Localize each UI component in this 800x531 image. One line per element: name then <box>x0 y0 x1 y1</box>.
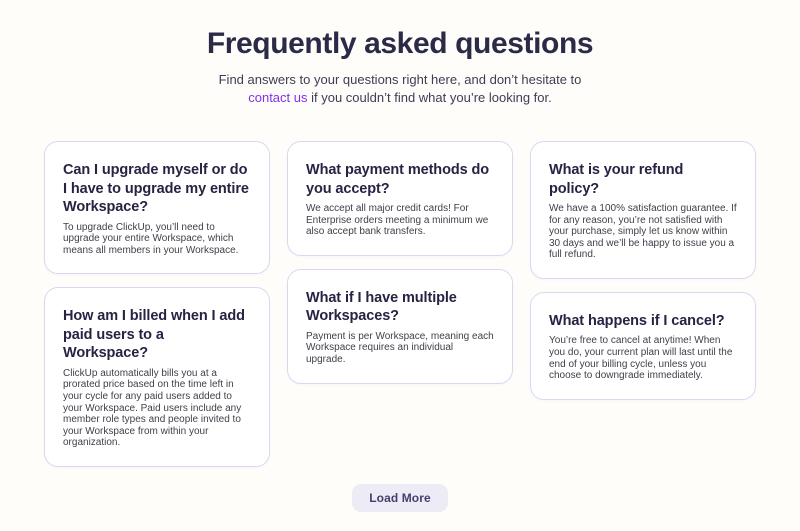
faq-answer: We have a 100% satisfaction guarantee. If for any reason, you’re not satisfied with your purchase, simply let us know within 30 days and we’ll be happy to issue you a full refund. <box>549 203 737 261</box>
faq-question: Can I upgrade myself or do I have to upgrade my entire Workspace? <box>63 162 249 215</box>
faq-header <box>0 0 800 107</box>
subtitle <box>0 71 800 107</box>
faq-answer: Payment is per Workspace, meaning each Workspace requires an individual upgrade. <box>306 330 494 365</box>
faq-question: What if I have multiple Workspaces? <box>306 289 457 325</box>
faq-answer: We accept all major credit cards! For Enterprise orders meeting a minimum we also accept bank transfers. <box>306 203 489 238</box>
contact-us-link[interactable]: contact us <box>248 90 308 105</box>
faq-question: What payment methods do you accept? <box>306 162 489 197</box>
faq-card-upgrade-workspace <box>44 141 270 274</box>
load-more-button[interactable]: Load More <box>352 484 448 512</box>
faq-column-3 <box>530 141 756 400</box>
faq-question: How am I billed when I add paid users to a Workspace? <box>63 308 245 362</box>
faq-card-billing-paid-users <box>44 287 270 467</box>
subtitle-text-2: if you couldn’t find what you’re looking for. <box>307 90 552 105</box>
faq-column-1 <box>44 141 270 467</box>
faq-question: What is your refund policy? <box>549 162 684 197</box>
faq-column-2 <box>287 141 513 384</box>
faq-answer: To upgrade ClickUp, you’ll need to upgrade your entire Workspace, which means all members in your Workspace. <box>63 221 239 256</box>
subtitle-text-1: Find answers to your questions right here, and don’t hesitate to <box>218 72 582 87</box>
faq-answer: You’re free to cancel at anytime! When you do, your current plan will last until the end of your billing cycle, unless you choose to downgrade immediately. <box>549 335 733 382</box>
faq-question: What happens if I cancel? <box>549 312 725 329</box>
faq-card-multiple-workspaces <box>287 269 513 384</box>
faq-card-refund-policy <box>530 141 756 279</box>
faq-card-payment-methods <box>287 141 513 256</box>
faq-grid <box>44 141 756 467</box>
page-title: Frequently asked questions <box>206 27 594 60</box>
faq-card-cancel <box>530 292 756 400</box>
faq-answer: ClickUp automatically bills you at a prorated price based on the time left in your cycle for any paid users added to your Workspace. Paid users include any member role types and people invited to your Workspace from within your organization. <box>63 367 242 449</box>
load-more-container <box>0 484 800 512</box>
